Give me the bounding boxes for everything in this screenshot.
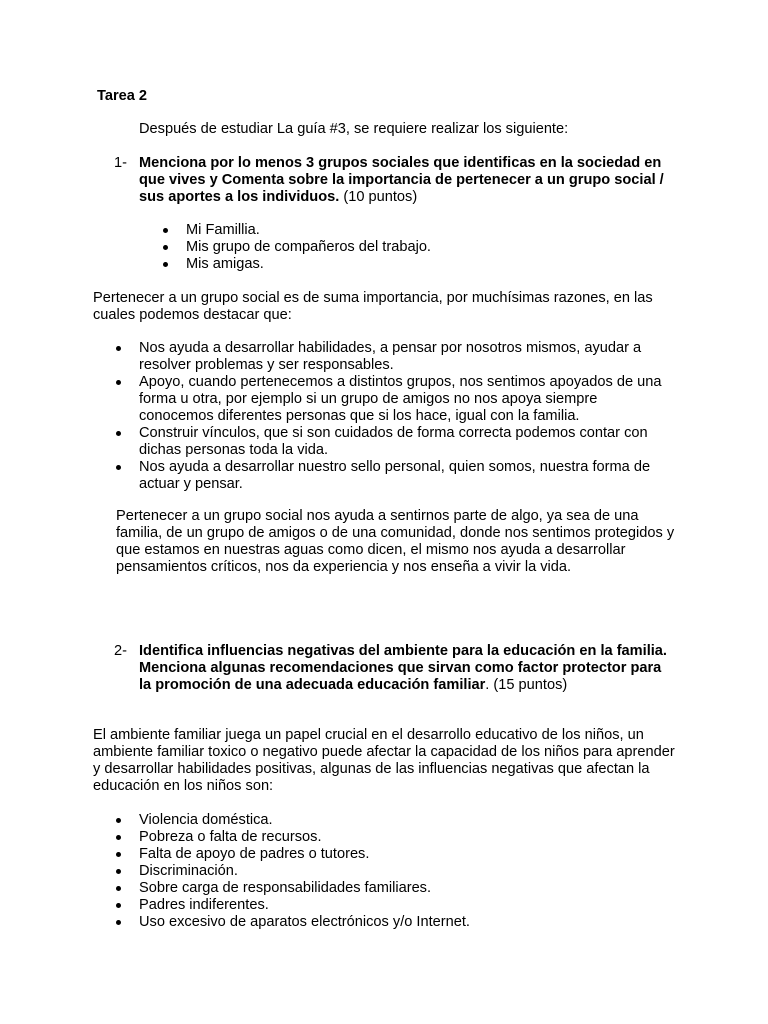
list-item: Nos ayuda a desarrollar habilidades, a pensar por nosotros mismos, ayudar a resolver problemas y ser responsables. — [114, 340, 676, 374]
question-number: 1- — [114, 155, 127, 171]
reasons-list — [114, 340, 676, 493]
question-text — [139, 155, 674, 206]
question-bold-text: Identifica influencias negativas del ambiente para la educación en la familia. Menciona algunas recomendaciones que sirvan como factor protector para la promoción de una adecuada educación familiar — [139, 643, 667, 693]
list-item: Pobreza o falta de recursos. — [114, 829, 676, 846]
question-2 — [114, 643, 674, 694]
list-item: Uso excesivo de aparatos electrónicos y/o Internet. — [114, 914, 676, 931]
question-points: (10 puntos) — [339, 189, 418, 205]
bullet-icon — [116, 920, 121, 925]
bullet-icon — [116, 465, 121, 470]
bullet-icon — [116, 431, 121, 436]
bullet-icon — [163, 262, 168, 267]
paragraph: Pertenecer a un grupo social nos ayuda a sentirnos parte de algo, ya sea de una familia, de un grupo de amigos o de una comunidad, donde nos sentimos protegidos y que estamos en nuestras aguas como dicen, el mismo nos ayuda a desarrollar pensamientos críticos, nos da experiencia y nos enseña a vivir la vida. — [116, 508, 675, 575]
question-1 — [114, 155, 674, 206]
bullet-icon — [116, 886, 121, 891]
bullet-icon — [116, 903, 121, 908]
bullet-icon — [116, 852, 121, 857]
question-number: 2- — [114, 643, 127, 659]
bullet-icon — [163, 245, 168, 250]
list-item: Mis amigas. — [161, 256, 581, 273]
bullet-icon — [116, 380, 121, 385]
list-item: Mis grupo de compañeros del trabajo. — [161, 239, 581, 256]
list-item: Apoyo, cuando pertenecemos a distintos grupos, nos sentimos apoyados de una forma u otra, por ejemplo si un grupo de amigos no nos apoya siempre conocemos diferentes personas que si los hace, igual con la familia. — [114, 374, 676, 425]
influences-list — [114, 812, 676, 931]
bullet-icon — [163, 228, 168, 233]
question-text — [139, 643, 674, 694]
list-item: Discriminación. — [114, 863, 676, 880]
question-points: . (15 puntos) — [485, 677, 568, 693]
document-title: Tarea 2 — [97, 88, 148, 104]
bullet-icon — [116, 835, 121, 840]
bullet-icon — [116, 818, 121, 823]
bullet-icon — [116, 346, 121, 351]
list-item: Mi Famillia. — [161, 222, 581, 239]
social-groups-list — [161, 222, 581, 273]
paragraph: El ambiente familiar juega un papel crucial en el desarrollo educativo de los niños, un ambiente familiar toxico o negativo puede afectar la capacidad de los niños para aprender y desarrollar habilidades positivas, algunas de las influencias negativas que afectan la educación en los niños son: — [93, 727, 675, 794]
list-item: Violencia doméstica. — [114, 812, 676, 829]
intro-text: Después de estudiar La guía #3, se requiere realizar los siguiente: — [139, 121, 569, 137]
paragraph: Pertenecer a un grupo social es de suma importancia, por muchísimas razones, en las cuales podemos destacar que: — [93, 290, 653, 323]
list-item: Sobre carga de responsabilidades familiares. — [114, 880, 676, 897]
list-item: Padres indiferentes. — [114, 897, 676, 914]
list-item: Nos ayuda a desarrollar nuestro sello personal, quien somos, nuestra forma de actuar y pensar. — [114, 459, 676, 493]
bullet-icon — [116, 869, 121, 874]
list-item: Construir vínculos, que si son cuidados de forma correcta podemos contar con dichas personas toda la vida. — [114, 425, 676, 459]
question-bold-text: Menciona por lo menos 3 grupos sociales que identificas en la sociedad en que vives y Comenta sobre la importancia de pertenecer a un grupo social / sus aportes a los individuos. — [139, 155, 664, 205]
list-item: Falta de apoyo de padres o tutores. — [114, 846, 676, 863]
